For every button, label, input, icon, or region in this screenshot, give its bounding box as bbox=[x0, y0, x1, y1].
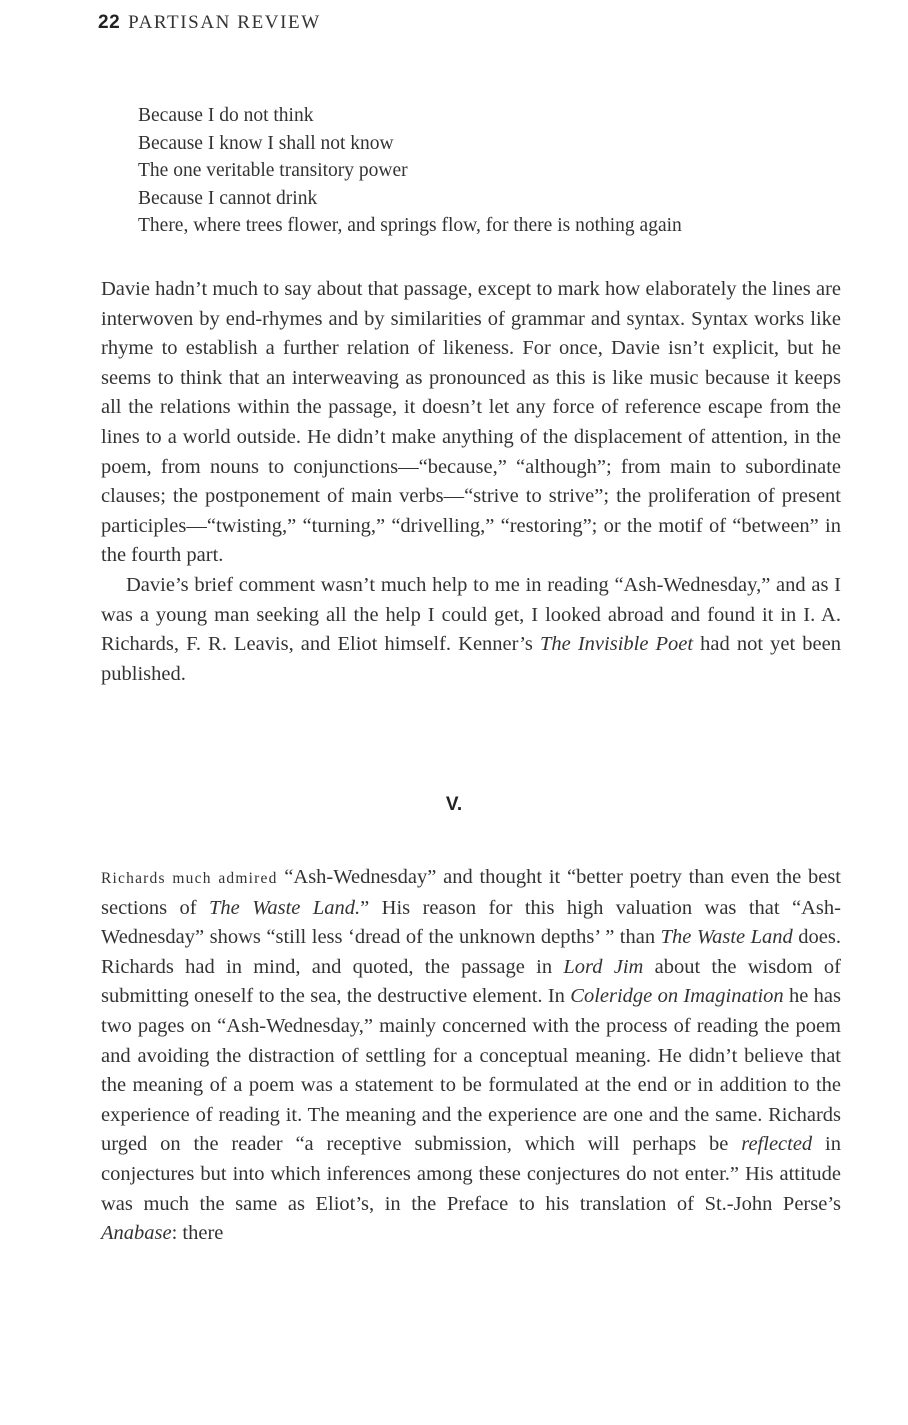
page-number: 22 bbox=[98, 12, 121, 33]
running-head bbox=[98, 12, 321, 34]
verse-quotation bbox=[138, 102, 682, 240]
paragraph-text: about the wisdom of submitting oneself to the sea, the destructive element. In bbox=[101, 955, 841, 1008]
verse-line: The one veritable transitory power bbox=[138, 160, 408, 181]
book-title: The Invisible Poet bbox=[540, 633, 694, 656]
paragraph-richards bbox=[101, 863, 841, 1249]
prose-block-before-section bbox=[101, 275, 841, 689]
paragraph-davie-commentary: Davie hadn’t much to say about that passage, except to mark how elaborately the lines are interwoven by end-rhymes and by similarities of grammar and syntax. Syntax works like rhyme to establish a further relation of likeness. For once, Davie isn’t explicit, but he seems to think that an interweaving as pronounced as this is like music because it keeps all the relations within the passage, it doesn’t let any force of reference escape from the lines to a world outside. He didn’t make anything of the displacement of attention, in the poem, from nouns to conjunctions—“because,” “although”; from main to subordinate clauses; the postponement of main verbs—“strive to strive”; the proliferation of present participles—“twisting,” “turning,” “drivelling,” “restoring”; or the motif of “between” in the fourth part. bbox=[101, 278, 841, 567]
paragraph-text: had not yet been published. bbox=[101, 633, 841, 685]
emphasized-word: reflected bbox=[741, 1133, 813, 1156]
verse-line: There, where trees flower, and springs flow, for there is nothing again bbox=[138, 215, 682, 236]
prose-block-section-v bbox=[101, 863, 841, 1249]
paragraph-text: : there bbox=[171, 1222, 224, 1245]
verse-line: Because I know I shall not know bbox=[138, 132, 394, 154]
book-title: Anabase bbox=[101, 1222, 172, 1245]
paragraph-text: Davie’s brief comment wasn’t much help to me in reading “Ash-Wednesday,” and as I was a young man seeking all the help I could get, I looked abroad and found it in I. A. Richards, F. R. Leavis, and Eliot himself. Kenner’s bbox=[101, 573, 841, 656]
paragraph-text: ” His reason for this high valuation was that “Ash-Wednesday” shows “still less ‘dread of the unknown depths’ ” than bbox=[101, 896, 841, 949]
journal-title: PARTISAN REVIEW bbox=[128, 12, 321, 33]
paragraph-text: in conjectures but into which inferences among these conjectures do not enter.” His attitude was much the same as Eliot’s, in the Preface to his translation of St.-John Perse’s bbox=[101, 1133, 841, 1215]
paragraph-text: he has two pages on “Ash-Wednesday,” mainly concerned with the process of reading the poem and avoiding the distraction of settling for a conceptual meaning. He didn’t believe that the meaning of a poem was a statement to be formulated at the end or in addition to the experience of reading it. The meaning and the experience are one and the same. Richards urged on the reader “a receptive submission, which will perhaps be bbox=[101, 985, 841, 1156]
book-title: The Waste Land. bbox=[209, 896, 361, 919]
verse-line: Because I cannot drink bbox=[138, 187, 318, 209]
verse-line: Because I do not think bbox=[138, 105, 314, 126]
paragraph-text: does. Richards had in mind, and quoted, the passage in bbox=[101, 926, 841, 978]
paragraph-seeking-help bbox=[101, 571, 841, 689]
section-heading: V. bbox=[445, 794, 463, 815]
paragraph-text: “Ash-Wednesday” and thought it “better poetry than even the best sections of bbox=[101, 866, 841, 919]
book-title: Lord Jim bbox=[563, 955, 644, 978]
book-title: Coleridge on Imagination bbox=[570, 985, 784, 1008]
book-title: The Waste Land bbox=[660, 926, 793, 949]
small-caps-lead-in: Richards much admired bbox=[101, 870, 278, 887]
